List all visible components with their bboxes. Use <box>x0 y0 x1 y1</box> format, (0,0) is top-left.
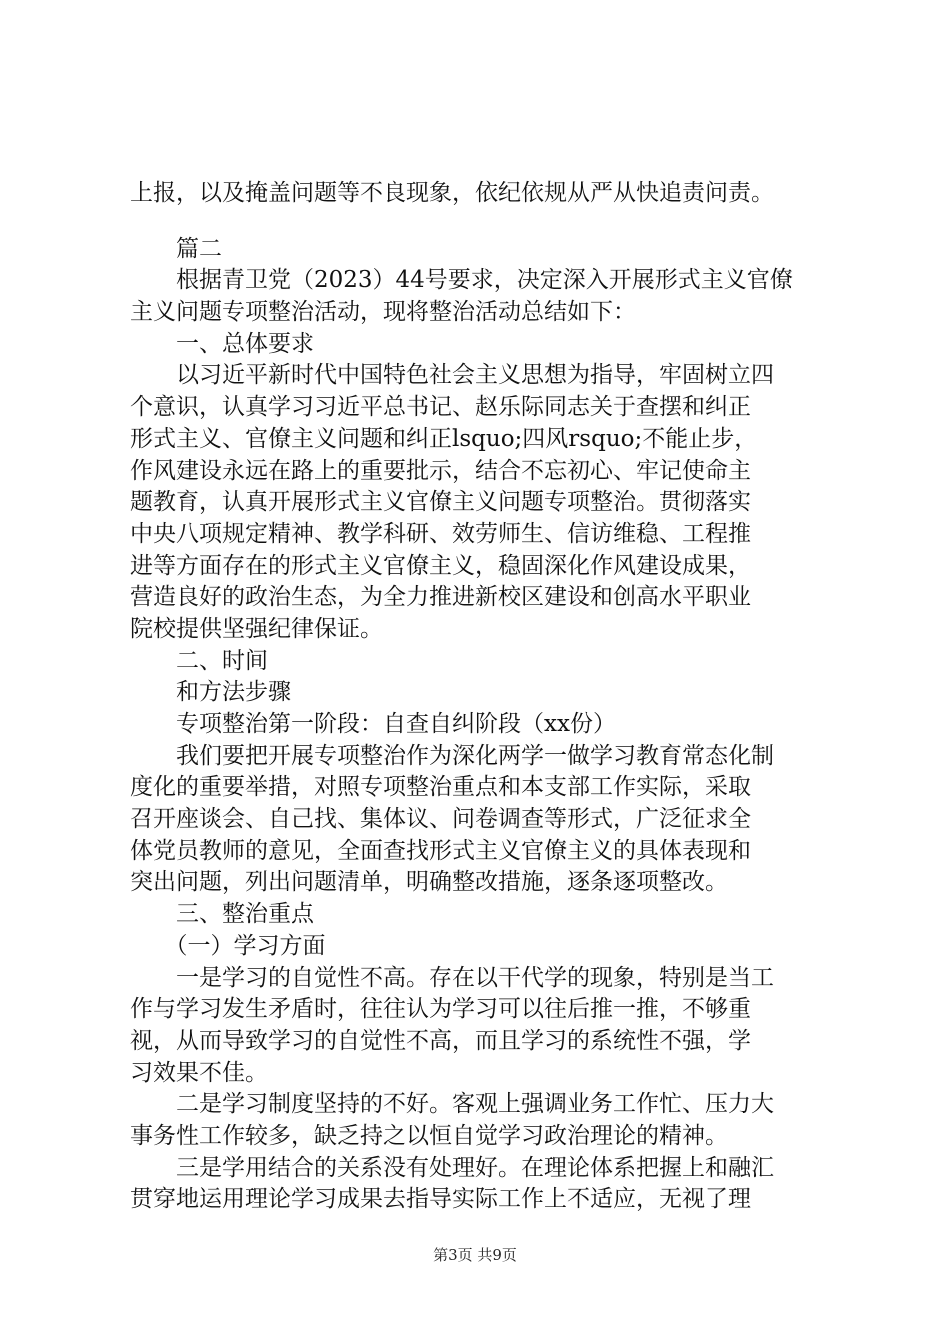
text-line: 习效果不佳。 <box>130 1059 268 1086</box>
document-body <box>130 178 850 1216</box>
text-line: 上报，以及掩盖问题等不良现象，依纪依规从严从快追责问责。 <box>130 180 774 206</box>
text-line: 主义问题专项整治活动，现将整治活动总结如下： <box>130 299 636 326</box>
text-line: 我们要把开展专项整治作为深化两学一做学习教育常态化制 <box>130 742 774 769</box>
text-line: 体党员教师的意见，全面查找形式主义官僚主义的具体表现和 <box>130 837 751 864</box>
text-line: 突出问题，列出问题清单，明确整改措施，逐条逐项整改。 <box>130 869 728 896</box>
text-line: 三是学用结合的关系没有处理好。在理论体系把握上和融汇 <box>130 1154 774 1181</box>
text-line: 一是学习的自觉性不高。存在以干代学的现象，特别是当工 <box>130 964 774 991</box>
text-line: 视，从而导致学习的自觉性不高，而且学习的系统性不强，学 <box>130 1027 751 1054</box>
text-line: 个意识，认真学习习近平总书记、赵乐际同志关于查摆和纠正 <box>130 394 751 421</box>
text-line: 作与学习发生矛盾时，往往认为学习可以往后推一推，不够重 <box>130 996 751 1023</box>
section-title-pian-er: 篇二 <box>130 235 222 262</box>
text-line: 度化的重要举措，对照专项整治重点和本支部工作实际，采取 <box>130 774 751 801</box>
heading-method-steps: 和方法步骤 <box>130 679 291 706</box>
text-line: 专项整治第一阶段：自查自纠阶段（xx份） <box>130 711 616 737</box>
text-line: 以习近平新时代中国特色社会主义思想为指导，牢固树立四 <box>130 362 774 389</box>
text-line: 作风建设永远在路上的重要批示，结合不忘初心、牢记使命主 <box>130 457 751 484</box>
text-line: 进等方面存在的形式主义官僚主义，稳固深化作风建设成果， <box>130 552 751 579</box>
heading-key-points: 三、整治重点 <box>130 901 314 928</box>
text-line: 院校提供坚强纪律保证。 <box>130 615 383 642</box>
text-line: 中央八项规定精神、教学科研、效劳师生、信访维稳、工程推 <box>130 520 751 547</box>
heading-time: 二、时间 <box>130 647 268 674</box>
text-line: 题教育，认真开展形式主义官僚主义问题专项整治。贯彻落实 <box>130 489 751 516</box>
page-number-footer: 第3页 共9页 <box>433 1246 517 1264</box>
text-line: 召开座谈会、自己找、集体议、问卷调查等形式，广泛征求全 <box>130 806 751 833</box>
text-line: 形式主义、官僚主义问题和纠正lsquo;四风rsquo;不能止步， <box>130 425 758 452</box>
text-line: 营造良好的政治生态，为全力推进新校区建设和创高水平职业 <box>130 584 751 611</box>
text-line: 根据青卫党（2023）44号要求，决定深入开展形式主义官僚 <box>130 267 793 294</box>
text-line: 贯穿地运用理论学习成果去指导实际工作上不适应，无视了理 <box>130 1186 751 1213</box>
paragraph-gap <box>130 210 850 234</box>
heading-study-aspect: （一）学习方面 <box>130 932 326 959</box>
text-line: 二是学习制度坚持的不好。客观上强调业务工作忙、压力大 <box>130 1091 774 1118</box>
text-line: 事务性工作较多，缺乏持之以恒自觉学习政治理论的精神。 <box>130 1122 728 1149</box>
heading-general-requirements: 一、总体要求 <box>130 330 314 357</box>
